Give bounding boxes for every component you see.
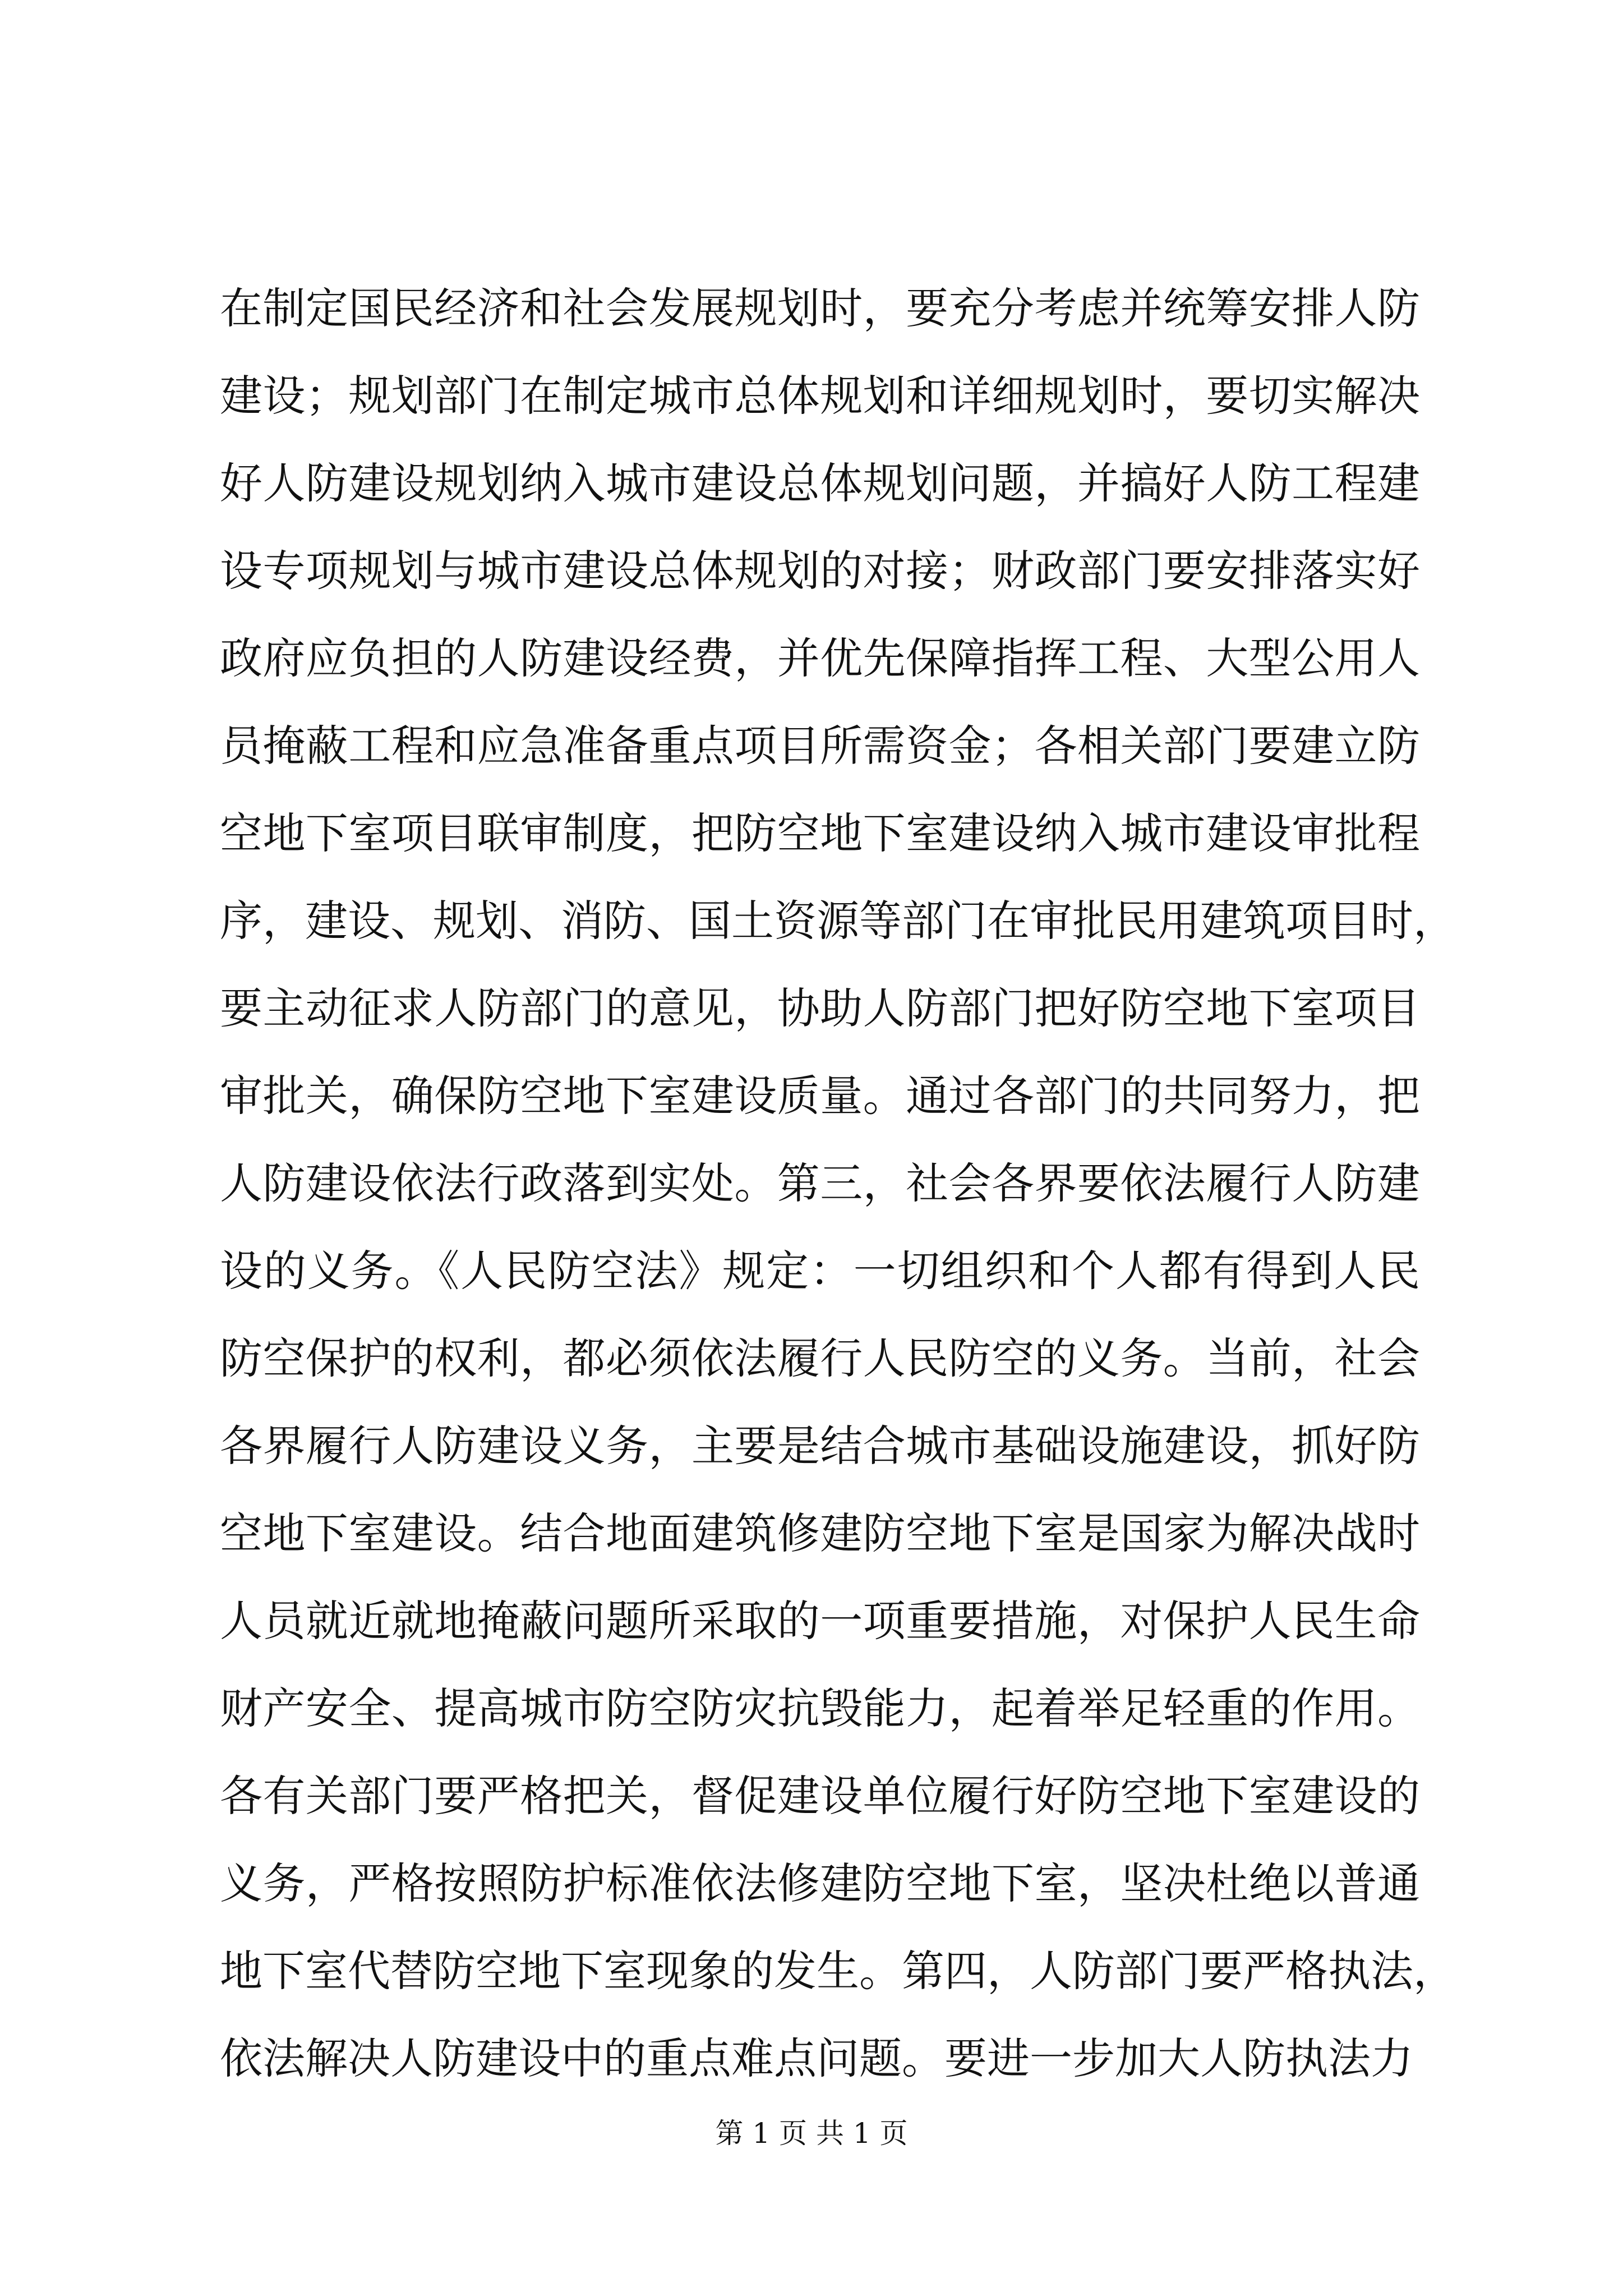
body-text	[220, 265, 1456, 2102]
text-line: 设的义务。《人民防空法》规定：一切组织和个人都有得到人民	[220, 1246, 1420, 1296]
text-line: 各界履行人防建设义务，主要是结合城市基础设施建设，抓好防	[220, 1421, 1420, 1471]
text-line: 员掩蔽工程和应急准备重点项目所需资金；各相关部门要建立防	[220, 721, 1420, 771]
text-line: 防空保护的权利，都必须依法履行人民防空的义务。当前，社会	[220, 1333, 1420, 1383]
text-line: 政府应负担的人防建设经费，并优先保障指挥工程、大型公用人	[220, 633, 1420, 683]
text-line: 建设；规划部门在制定城市总体规划和详细规划时，要切实解决	[220, 371, 1420, 421]
page-footer: 第 1 页 共 1 页	[715, 2117, 908, 2150]
text-line: 人员就近就地掩蔽问题所采取的一项重要措施，对保护人民生命	[220, 1596, 1420, 1646]
text-line: 财产安全、提高城市防空防灾抗毁能力，起着举足轻重的作用。	[220, 1683, 1420, 1733]
text-line: 空地下室建设。结合地面建筑修建防空地下室是国家为解决战时	[220, 1508, 1420, 1558]
text-line: 各有关部门要严格把关，督促建设单位履行好防空地下室建设的	[220, 1771, 1420, 1821]
text-line: 依法解决人防建设中的重点难点问题。要进一步加大人防执法力	[220, 2033, 1413, 2083]
text-line: 在制定国民经济和社会发展规划时，要充分考虑并统筹安排人防	[220, 283, 1420, 333]
text-line: 地下室代替防空地下室现象的发生。第四，人防部门要严格执法，	[220, 1946, 1456, 1996]
text-line: 好人防建设规划纳入城市建设总体规划问题，并搞好人防工程建	[220, 458, 1420, 508]
text-line: 序，建设、规划、消防、国土资源等部门在审批民用建筑项目时，	[220, 896, 1456, 946]
text-line: 审批关，确保防空地下室建设质量。通过各部门的共同努力，把	[220, 1071, 1420, 1121]
text-line: 要主动征求人防部门的意见，协助人防部门把好防空地下室项目	[220, 983, 1420, 1033]
text-line: 义务，严格按照防护标准依法修建防空地下室，坚决杜绝以普通	[220, 1858, 1420, 1908]
text-line: 设专项规划与城市建设总体规划的对接；财政部门要安排落实好	[220, 546, 1420, 596]
text-line: 空地下室项目联审制度，把防空地下室建设纳入城市建设审批程	[220, 808, 1420, 858]
text-line: 人防建设依法行政落到实处。第三，社会各界要依法履行人防建	[220, 1158, 1420, 1208]
